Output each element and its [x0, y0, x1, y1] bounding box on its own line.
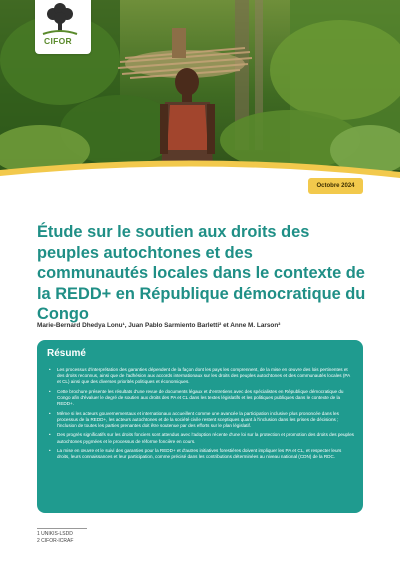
footnote-2: 2 CIFOR-ICRAF [37, 538, 74, 544]
footnotes [37, 531, 73, 545]
bullet-icon: • [49, 410, 51, 416]
summary-item [49, 367, 355, 386]
summary-item-text: Même si les acteurs gouvernementaux et internationaux accueillent comme une avancée la participation inclusive plus prononcée dans les processus de la REDD+, les acteurs autochtones et de la société civile restent sceptiques quant à l'inclusion dans les prises de décisions ; l'inclusion de toutes les parties prenantes doit être soutenue par des efforts sur le plan législatif. [57, 410, 339, 428]
summary-item-text: Des progrès significatifs sur les droits fonciers sont attendus avec l'adoption récente d'une loi sur la protection et promotion des droits des peuples autochtones pygmées et le processus de réforme foncière en cours. [57, 432, 354, 444]
summary-item-text: Les processus d'interprétation des garanties dépendent de la façon dont les pays les comprennent, de la mise en œuvre des lois pertinentes et des droits reconnus, ainsi que de l'adhésion aux accords internationaux sur les droits des peuples autochtones et des communautés locales (PA et CL) ainsi que des diverses priorités politiques et économiques. [57, 367, 350, 385]
summary-list [49, 367, 355, 464]
bullet-icon: • [49, 367, 51, 372]
logo-text: CIFOR [44, 36, 72, 46]
summary-item-text: Cette brochure présente les résultats d'une revue de documents légaux et d'entretiens avec des spécialistes en République démocratique du Congo afin d'évaluer le degré de soutien aux droits des PA et CL dans les textes législatifs et les politiques publiques dans le contexte de la REDD+. [57, 388, 344, 407]
tree-icon [35, 0, 91, 40]
document-title: Étude sur le soutien aux droits des peuples autochtones et des communautés locales dans le contexte de la REDD+ en République démocratique du Congo [37, 223, 366, 323]
footnote-1: 1 UNIKIS-LSDD [37, 531, 73, 537]
date-badge: Octobre 2024 [308, 178, 363, 194]
bullet-icon: • [49, 388, 51, 394]
cifor-logo [35, 0, 91, 54]
summary-item [49, 389, 355, 408]
summary-item [49, 432, 355, 444]
summary-box [37, 340, 363, 513]
footnote-divider [37, 528, 87, 529]
summary-item [49, 411, 355, 430]
authors-line: Marie-Bernard Dhedya Lonu¹, Juan Pablo Sarmiento Barletti² et Anne M. Larson² [37, 322, 281, 329]
summary-item [49, 448, 355, 460]
bullet-icon: • [49, 447, 51, 453]
summary-item-text: La mise en œuvre et le suivi des garanties pour la REDD+ et d'autres initiatives forestières doivent impliquer les PA et CL, et respecter leurs droits, leurs connaissances et leur participation, comme précisé dans les contributions déterminées au niveau national (CDN) de la RDC. [57, 447, 342, 460]
summary-heading: Résumé [47, 348, 86, 359]
bullet-icon: • [49, 432, 51, 438]
